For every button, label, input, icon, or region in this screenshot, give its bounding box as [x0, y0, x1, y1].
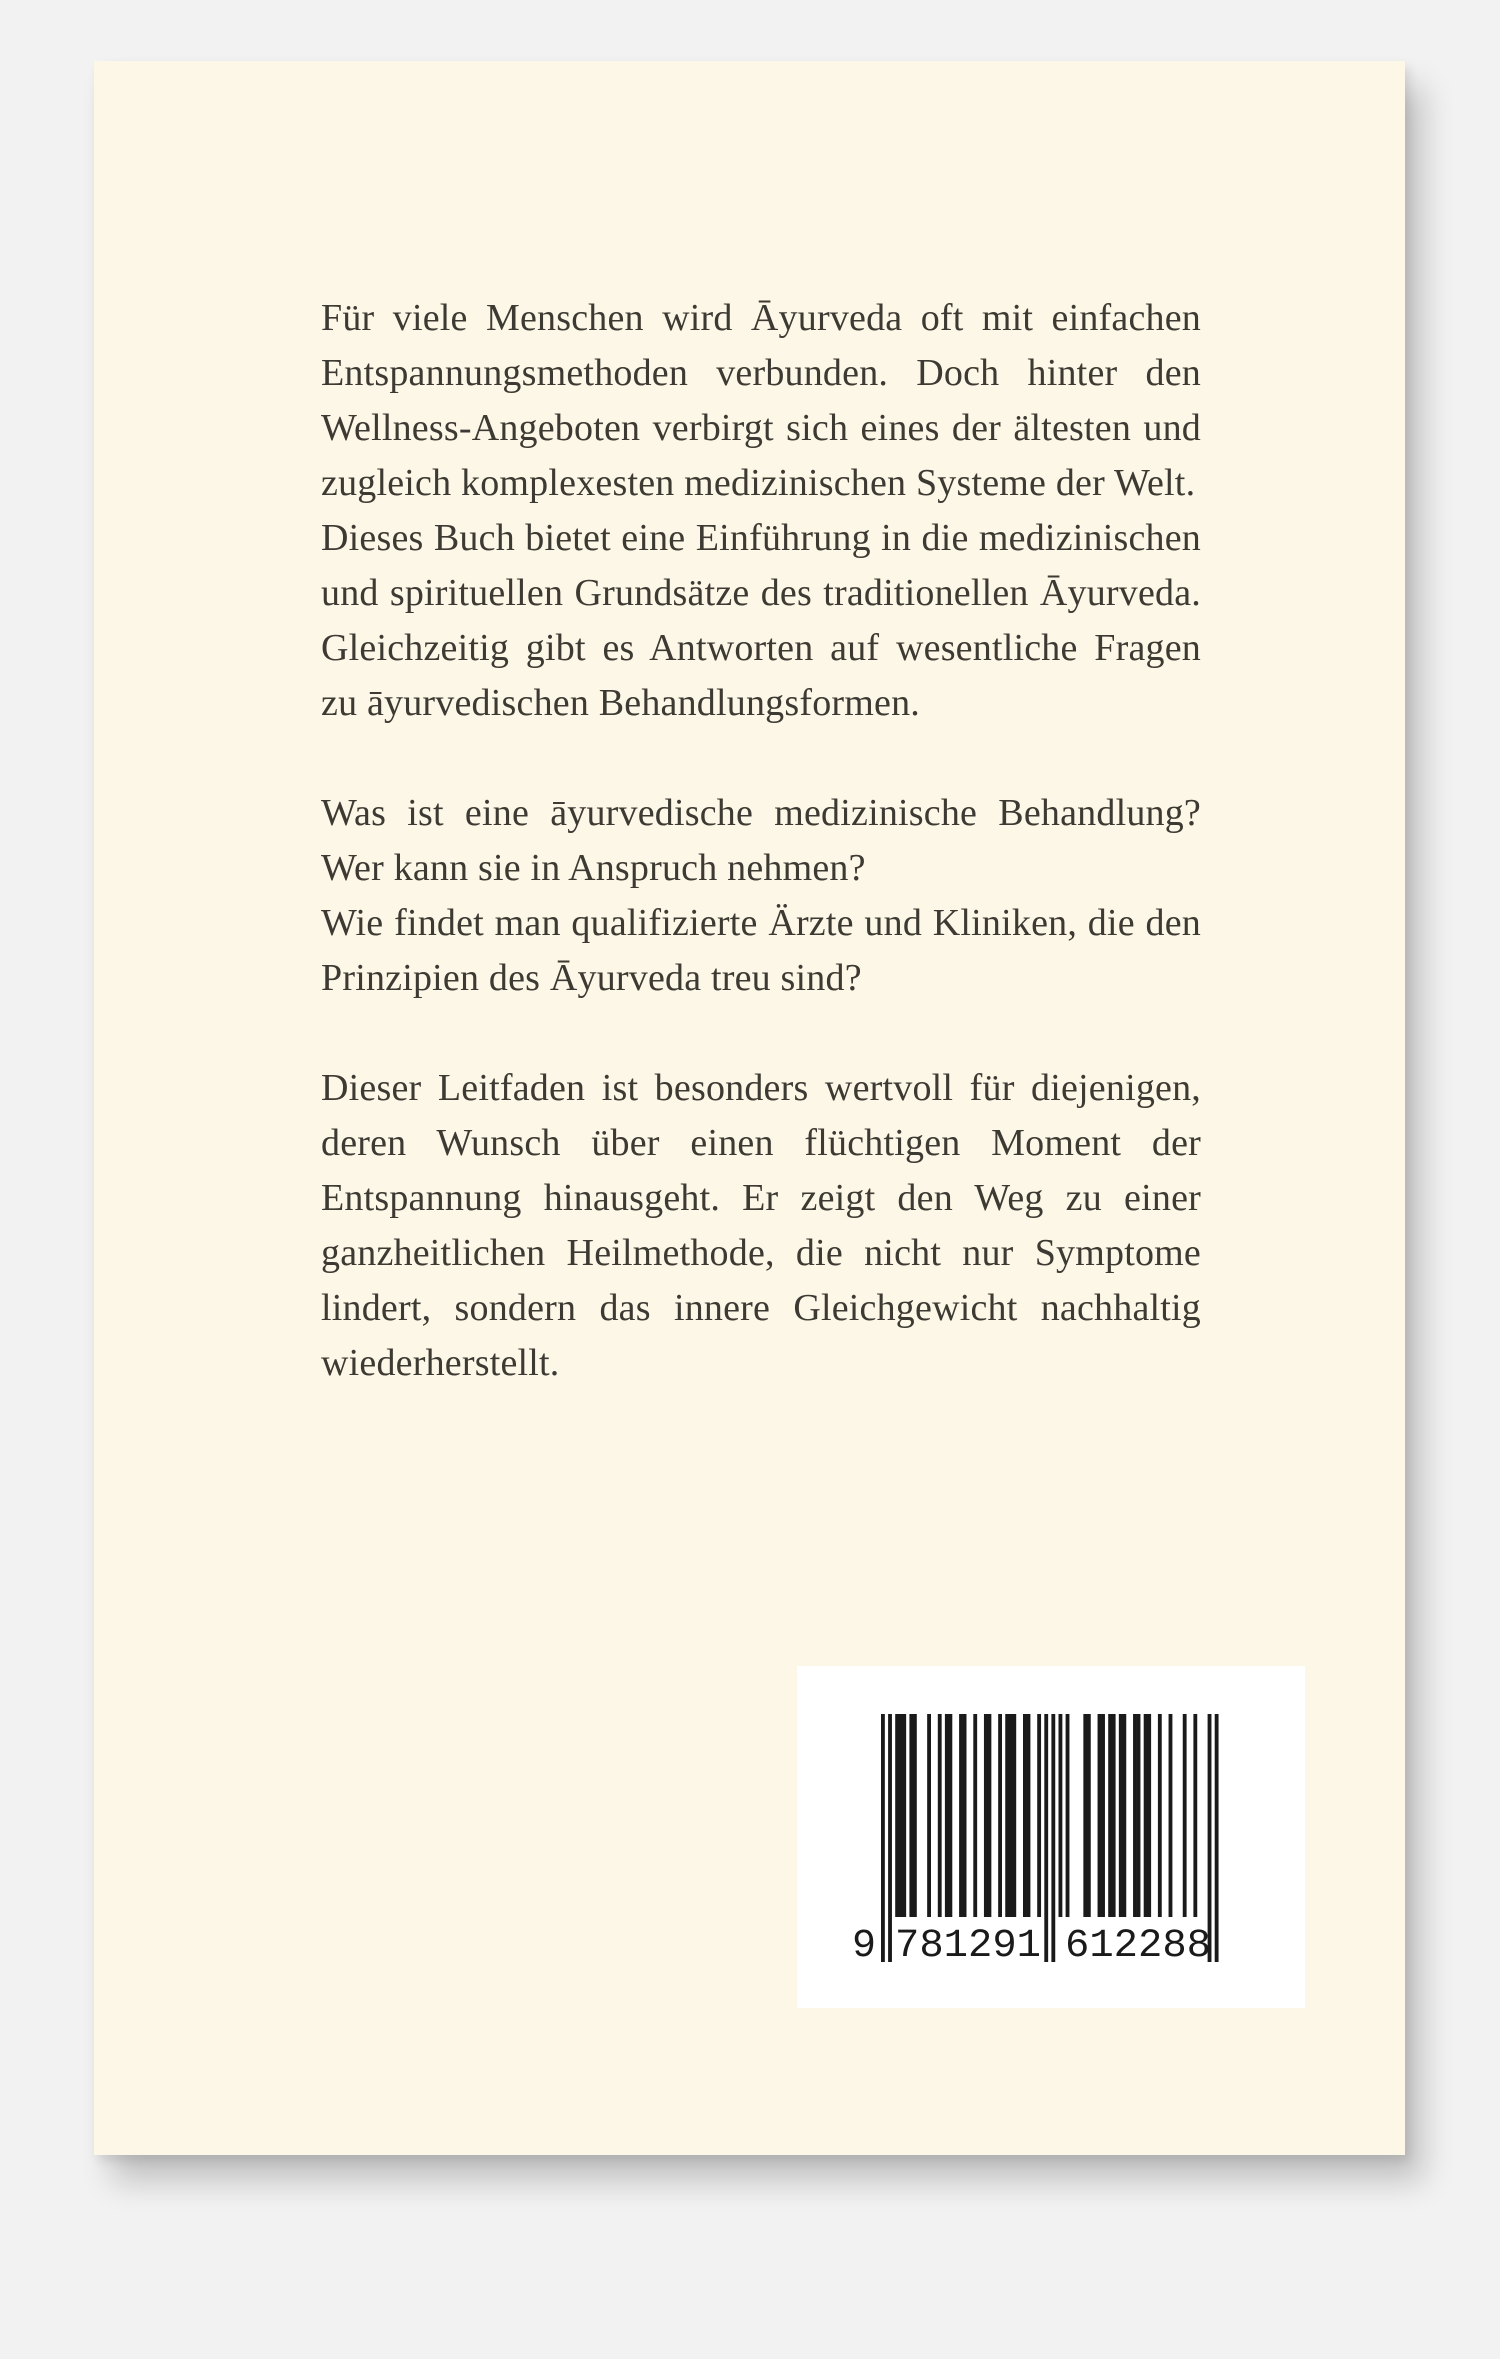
barcode-guard-bar [1215, 1714, 1219, 1962]
barcode-bar [1027, 1714, 1031, 1917]
barcode-bar [1169, 1714, 1173, 1917]
barcode-bar [1009, 1714, 1013, 1917]
barcode-left-digits: 781291 [895, 1924, 1041, 1969]
barcode-bar [938, 1714, 942, 1917]
isbn-barcode-box [797, 1666, 1305, 2008]
blurb-paragraph-1: Für viele Menschen wird Āyurveda oft mit einfachen Entspannungsmethoden verbunden. Doch hinter den Wellness-Angeboten verbirgt sich eines der ältesten und zugleich komplexesten medizinischen Systeme der Welt. [321, 297, 1201, 504]
barcode-guard-bar [888, 1714, 892, 1962]
barcode-bar [1144, 1714, 1148, 1917]
blurb-paragraph-4: Wie findet man qualifizierte Ärzte und Kliniken, die den Prinzipien des Āyurveda treu sind? [321, 902, 1201, 999]
blurb-text [321, 291, 1201, 1391]
paragraph-spacer [321, 731, 1201, 786]
isbn-barcode [797, 1666, 1305, 2008]
barcode-bar [1023, 1714, 1027, 1917]
barcode-bar [948, 1714, 952, 1917]
blurb-paragraph-2: Dieses Buch bietet eine Einführung in die medizinischen und spirituellen Grundsätze des traditionellen Āyurveda. Gleichzeitig gibt es Antworten auf wesentliche Fragen zu āyurvedischen Behandlungsformen. [321, 517, 1201, 724]
barcode-bar [945, 1714, 949, 1917]
barcode-bar [902, 1714, 906, 1917]
blurb-paragraph-3: Was ist eine āyurvedische medizinische Behandlung? Wer kann sie in Anspruch nehmen? [321, 792, 1201, 889]
barcode-bar [988, 1714, 992, 1917]
barcode-bar [1083, 1714, 1087, 1917]
barcode-bar [984, 1714, 988, 1917]
barcode-bar [1087, 1714, 1091, 1917]
barcode-bar [1133, 1714, 1137, 1917]
barcode-bar [1158, 1714, 1162, 1917]
barcode-bar [1037, 1714, 1041, 1917]
barcode-bar [1066, 1714, 1070, 1917]
barcode-guard-bar [881, 1714, 885, 1962]
barcode-bar [1147, 1714, 1151, 1917]
barcode-bar [973, 1714, 977, 1917]
barcode-bar [959, 1714, 963, 1917]
barcode-bar [1098, 1714, 1102, 1917]
barcode-bar [1101, 1714, 1105, 1917]
paragraph-spacer [321, 1006, 1201, 1061]
barcode-bar [1108, 1714, 1112, 1917]
barcode-bar [1119, 1714, 1123, 1917]
barcode-guard-bar [1044, 1714, 1048, 1962]
barcode-bar [899, 1714, 903, 1917]
barcode-bar [1122, 1714, 1126, 1917]
barcode-bar [913, 1714, 917, 1917]
book-back-cover [94, 61, 1405, 2155]
barcode-bar [895, 1714, 899, 1917]
barcode-bar [1012, 1714, 1016, 1917]
barcode-guard-bar [1051, 1714, 1055, 1962]
barcode-right-digits: 612288 [1065, 1924, 1211, 1969]
barcode-bar [927, 1714, 931, 1917]
barcode-first-digit: 9 [852, 1924, 877, 1969]
barcode-bar [963, 1714, 967, 1917]
barcode-bar [1112, 1714, 1116, 1917]
barcode-bar [1183, 1714, 1187, 1917]
barcode-bar [1137, 1714, 1141, 1917]
barcode-bar [1193, 1714, 1197, 1917]
blurb-paragraph-5: Dieser Leitfaden ist besonders wertvoll für diejenigen, deren Wunsch über einen flüchtigen Moment der Entspannung hinausgeht. Er zeigt den Weg zu einer ganzheitlichen Heilmethode, die nicht nur Symptome lindert, sondern das innere Gleichgewicht nachhaltig wiederherstellt. [321, 1067, 1201, 1384]
barcode-bar [909, 1714, 913, 1917]
barcode-bar [998, 1714, 1002, 1917]
barcode-bar [1059, 1714, 1063, 1917]
barcode-bar [1005, 1714, 1009, 1917]
